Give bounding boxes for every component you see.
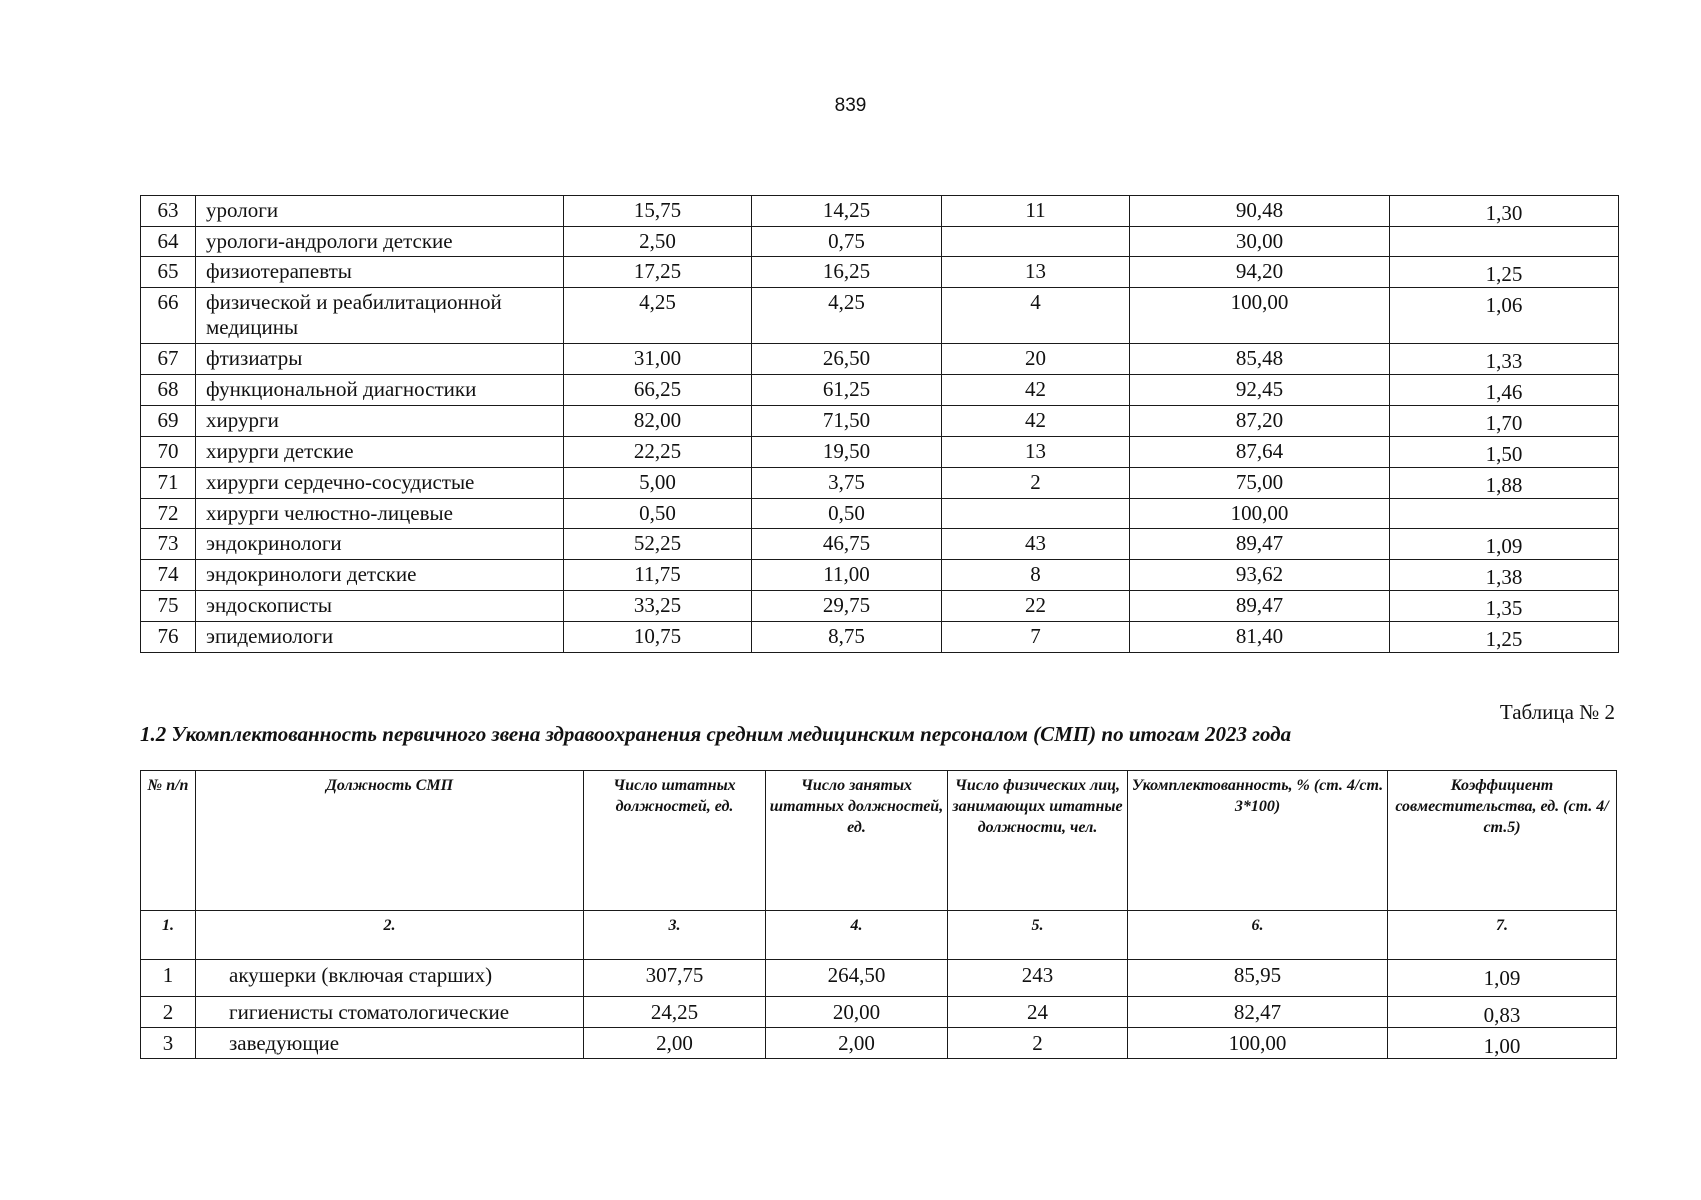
physical-persons: 7	[942, 622, 1130, 653]
table-row	[141, 437, 1619, 468]
part-time-coefficient: 1,50	[1390, 437, 1619, 468]
staff-positions: 66,25	[564, 375, 752, 406]
occupied-positions: 61,25	[752, 375, 942, 406]
table-row	[141, 468, 1619, 499]
staff-positions: 307,75	[584, 960, 766, 997]
row-number: 75	[141, 591, 196, 622]
staffing-percent: 85,48	[1130, 344, 1390, 375]
physical-persons: 13	[942, 437, 1130, 468]
position-name: урологи	[196, 196, 564, 227]
table-row	[141, 257, 1619, 288]
table-row	[141, 288, 1619, 344]
position-name: хирурги сердечно-сосудистые	[196, 468, 564, 499]
part-time-coefficient: 1,06	[1390, 288, 1619, 344]
table-row	[141, 499, 1619, 529]
physical-persons: 43	[942, 529, 1130, 560]
part-time-coefficient	[1390, 227, 1619, 257]
table-row	[141, 1028, 1617, 1059]
occupied-positions: 26,50	[752, 344, 942, 375]
part-time-coefficient: 0,83	[1388, 997, 1617, 1028]
row-number: 71	[141, 468, 196, 499]
position-name: физиотерапевты	[196, 257, 564, 288]
occupied-positions: 264,50	[766, 960, 948, 997]
staffing-percent: 92,45	[1130, 375, 1390, 406]
part-time-coefficient: 1,88	[1390, 468, 1619, 499]
physical-persons: 20	[942, 344, 1130, 375]
smp-staffing-table	[140, 770, 1617, 1059]
physical-persons	[942, 227, 1130, 257]
column-number: 5.	[948, 911, 1128, 960]
column-number: 4.	[766, 911, 948, 960]
staffing-percent: 85,95	[1128, 960, 1388, 997]
header-cell: Коэффициент совместительства, ед. (ст. 4/ст.5)	[1388, 771, 1617, 911]
physical-persons: 13	[942, 257, 1130, 288]
position-name: функциональной диагностики	[196, 375, 564, 406]
occupied-positions: 29,75	[752, 591, 942, 622]
staff-positions: 52,25	[564, 529, 752, 560]
staff-positions: 2,00	[584, 1028, 766, 1059]
part-time-coefficient: 1,09	[1390, 529, 1619, 560]
physical-persons: 42	[942, 406, 1130, 437]
column-number: 2.	[196, 911, 584, 960]
table-row	[141, 997, 1617, 1028]
occupied-positions: 0,50	[752, 499, 942, 529]
section-title: 1.2 Укомплектованность первичного звена здравоохранения средним медицинским персоналом (СМП) по итогам 2023 года	[140, 722, 1292, 746]
part-time-coefficient: 1,00	[1388, 1028, 1617, 1059]
column-number: 3.	[584, 911, 766, 960]
position-name: фтизиатры	[196, 344, 564, 375]
part-time-coefficient: 1,38	[1390, 560, 1619, 591]
table-label: Таблица № 2	[1499, 700, 1615, 724]
row-number: 1	[141, 960, 196, 997]
header-cell: № п/п	[141, 771, 196, 911]
staffing-percent: 30,00	[1130, 227, 1390, 257]
staff-positions: 82,00	[564, 406, 752, 437]
staff-positions: 2,50	[564, 227, 752, 257]
physical-persons: 2	[948, 1028, 1128, 1059]
table-row	[141, 406, 1619, 437]
staffing-percent: 89,47	[1130, 591, 1390, 622]
part-time-coefficient: 1,30	[1390, 196, 1619, 227]
staff-positions: 10,75	[564, 622, 752, 653]
occupied-positions: 2,00	[766, 1028, 948, 1059]
occupied-positions: 71,50	[752, 406, 942, 437]
physical-persons: 22	[942, 591, 1130, 622]
position-name: хирурги детские	[196, 437, 564, 468]
position-name: эндокринологи детские	[196, 560, 564, 591]
occupied-positions: 0,75	[752, 227, 942, 257]
physical-persons: 8	[942, 560, 1130, 591]
staffing-percent: 81,40	[1130, 622, 1390, 653]
row-number: 76	[141, 622, 196, 653]
part-time-coefficient: 1,25	[1390, 257, 1619, 288]
occupied-positions: 19,50	[752, 437, 942, 468]
table-row	[141, 375, 1619, 406]
row-number: 2	[141, 997, 196, 1028]
part-time-coefficient: 1,33	[1390, 344, 1619, 375]
column-number-row	[141, 911, 1617, 960]
part-time-coefficient: 1,35	[1390, 591, 1619, 622]
part-time-coefficient: 1,70	[1390, 406, 1619, 437]
physical-persons: 42	[942, 375, 1130, 406]
staff-positions: 17,25	[564, 257, 752, 288]
staffing-table-continuation	[140, 195, 1619, 653]
staffing-percent: 93,62	[1130, 560, 1390, 591]
staff-positions: 11,75	[564, 560, 752, 591]
part-time-coefficient: 1,46	[1390, 375, 1619, 406]
table-row	[141, 344, 1619, 375]
table-row	[141, 560, 1619, 591]
row-number: 67	[141, 344, 196, 375]
occupied-positions: 14,25	[752, 196, 942, 227]
part-time-coefficient: 1,25	[1390, 622, 1619, 653]
part-time-coefficient: 1,09	[1388, 960, 1617, 997]
position-name: урологи-андрологи детские	[196, 227, 564, 257]
staffing-percent: 100,00	[1128, 1028, 1388, 1059]
staff-positions: 22,25	[564, 437, 752, 468]
table-row	[141, 227, 1619, 257]
column-number: 6.	[1128, 911, 1388, 960]
row-number: 68	[141, 375, 196, 406]
header-row	[141, 771, 1617, 911]
row-number: 74	[141, 560, 196, 591]
occupied-positions: 8,75	[752, 622, 942, 653]
occupied-positions: 46,75	[752, 529, 942, 560]
position-name: эпидемиологи	[196, 622, 564, 653]
table-row	[141, 591, 1619, 622]
staffing-percent: 82,47	[1128, 997, 1388, 1028]
staffing-percent: 87,20	[1130, 406, 1390, 437]
staff-positions: 4,25	[564, 288, 752, 344]
table-row	[141, 960, 1617, 997]
position-name: эндоскописты	[196, 591, 564, 622]
position-name: эндокринологи	[196, 529, 564, 560]
table-row	[141, 622, 1619, 653]
position-name: акушерки (включая старших)	[196, 960, 584, 997]
physical-persons: 4	[942, 288, 1130, 344]
occupied-positions: 16,25	[752, 257, 942, 288]
position-name: заведующие	[196, 1028, 584, 1059]
header-cell: Должность СМП	[196, 771, 584, 911]
table-row	[141, 529, 1619, 560]
staff-positions: 15,75	[564, 196, 752, 227]
position-name: физической и реабилитационной медицины	[196, 288, 564, 344]
occupied-positions: 11,00	[752, 560, 942, 591]
page-number: 839	[834, 95, 867, 116]
physical-persons	[942, 499, 1130, 529]
staffing-percent: 75,00	[1130, 468, 1390, 499]
row-number: 73	[141, 529, 196, 560]
header-cell: Число физических лиц, занимающих штатные должности, чел.	[948, 771, 1128, 911]
part-time-coefficient	[1390, 499, 1619, 529]
row-number: 3	[141, 1028, 196, 1059]
row-number: 70	[141, 437, 196, 468]
header-cell: Число штатных должностей, ед.	[584, 771, 766, 911]
staffing-percent: 90,48	[1130, 196, 1390, 227]
physical-persons: 24	[948, 997, 1128, 1028]
staffing-percent: 100,00	[1130, 288, 1390, 344]
position-name: хирурги	[196, 406, 564, 437]
header-cell: Укомплектованность, % (ст. 4/ст. 3*100)	[1128, 771, 1388, 911]
position-name: гигиенисты стоматологические	[196, 997, 584, 1028]
position-name: хирурги челюстно-лицевые	[196, 499, 564, 529]
row-number: 66	[141, 288, 196, 344]
staffing-percent: 94,20	[1130, 257, 1390, 288]
occupied-positions: 4,25	[752, 288, 942, 344]
staffing-percent: 89,47	[1130, 529, 1390, 560]
staff-positions: 24,25	[584, 997, 766, 1028]
table-row	[141, 196, 1619, 227]
occupied-positions: 3,75	[752, 468, 942, 499]
row-number: 69	[141, 406, 196, 437]
row-number: 65	[141, 257, 196, 288]
row-number: 64	[141, 227, 196, 257]
staffing-percent: 87,64	[1130, 437, 1390, 468]
physical-persons: 11	[942, 196, 1130, 227]
staff-positions: 33,25	[564, 591, 752, 622]
header-cell: Число занятых штатных должностей, ед.	[766, 771, 948, 911]
occupied-positions: 20,00	[766, 997, 948, 1028]
staff-positions: 31,00	[564, 344, 752, 375]
row-number: 72	[141, 499, 196, 529]
staff-positions: 5,00	[564, 468, 752, 499]
row-number: 63	[141, 196, 196, 227]
column-number: 1.	[141, 911, 196, 960]
physical-persons: 243	[948, 960, 1128, 997]
staff-positions: 0,50	[564, 499, 752, 529]
physical-persons: 2	[942, 468, 1130, 499]
staffing-percent: 100,00	[1130, 499, 1390, 529]
column-number: 7.	[1388, 911, 1617, 960]
